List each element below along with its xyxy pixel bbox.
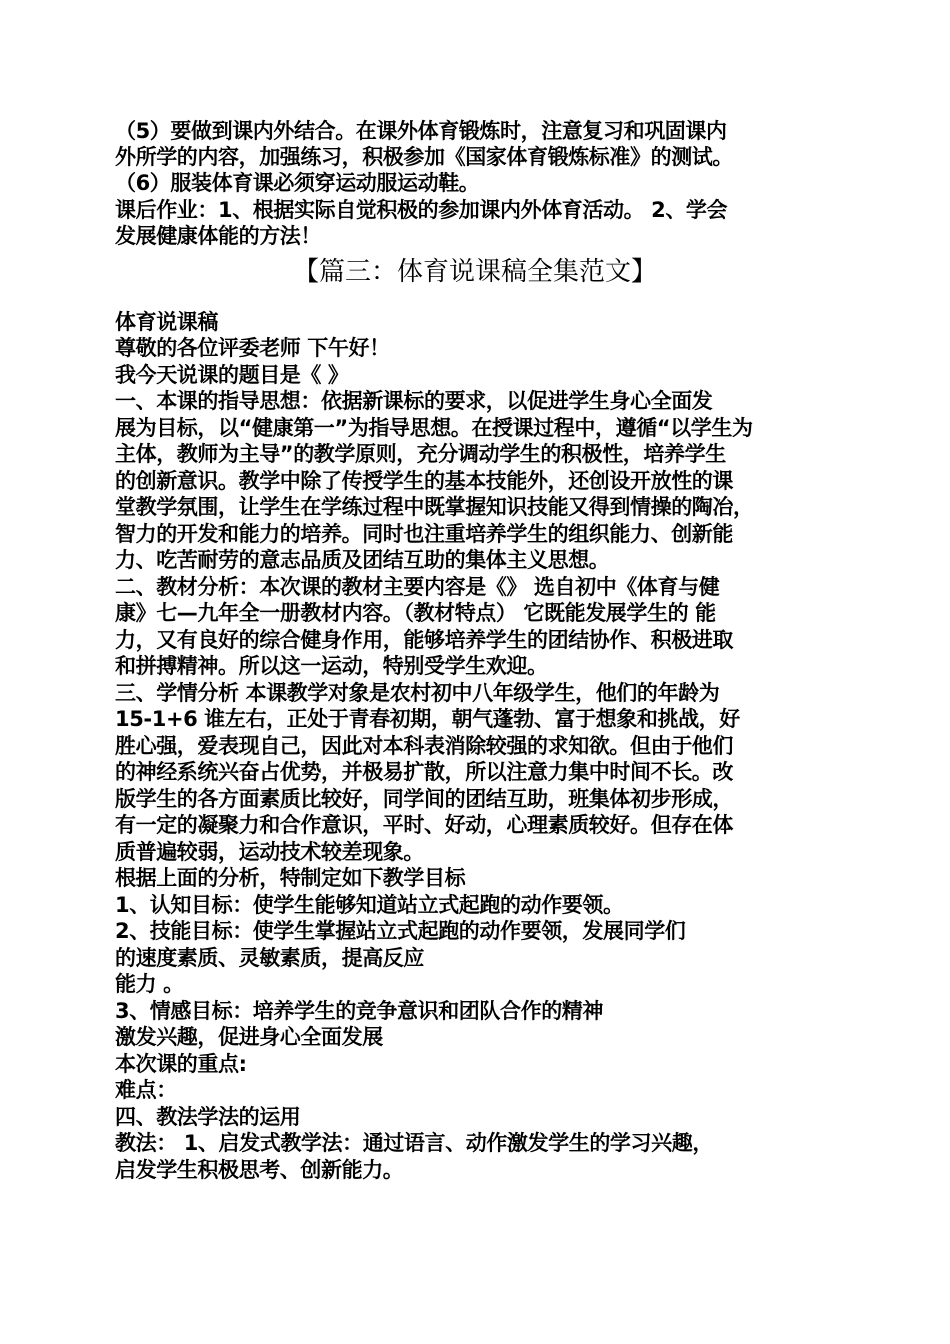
text-line: 四、教法学法的运用: [115, 1105, 301, 1129]
text-line: 康》七—九年全一册教材内容。（教材特点） 它既能发展学生的 能: [115, 601, 716, 625]
section-heading: 【篇三：体育说课稿全集范文】: [292, 257, 657, 287]
text-line: 力，又有良好的综合健身作用，能够培养学生的团结协作、积极进取: [115, 628, 733, 652]
text-line: 外所学的内容，加强练习，积极参加《国家体育锻炼标准》的测试。: [115, 145, 733, 169]
text-line: 智力的开发和能力的培养。同时也注重培养学生的组织能力、创新能: [115, 522, 733, 546]
text-line: 激发兴趣，促进身心全面发展: [115, 1025, 383, 1049]
text-line: 教法： 1、启发式教学法：通过语言、动作激发学生的学习兴趣，: [115, 1131, 713, 1155]
text-line: 和拼搏精神。所以这一运动，特别受学生欢迎。: [115, 654, 548, 678]
text-line: 尊敬的各位评委老师 下午好！: [115, 336, 390, 360]
text-line: 1、认知目标：使学生能够知道站立式起跑的动作要领。: [115, 893, 624, 917]
text-line: 根据上面的分析，特制定如下教学目标: [115, 866, 466, 890]
text-line: 三、学情分析 本课教学对象是农村初中八年级学生，他们的年龄为: [115, 681, 720, 705]
text-line: 版学生的各方面素质比较好，同学间的团结互助，班集体初步形成，: [115, 787, 733, 811]
text-line: 发展健康体能的方法！: [115, 224, 321, 248]
text-line: 的速度素质、灵敏素质，提高反应: [115, 946, 424, 970]
text-line: 胜心强，爱表现自己，因此对本科表消除较强的求知欲。但由于他们: [115, 734, 733, 758]
text-line: 的神经系统兴奋占优势，并极易扩散，所以注意力集中时间不长。改: [115, 760, 733, 784]
text-line: 启发学生积极思考、创新能力。: [115, 1158, 404, 1182]
text-line: 能力 。: [115, 972, 184, 996]
text-line: 质普遍较弱，运动技术较差现象。: [115, 840, 424, 864]
text-line: 难点：: [115, 1078, 177, 1102]
text-line: 有一定的凝聚力和合作意识，平时、好动，心理素质较好。但存在体: [115, 813, 733, 837]
text-line: （5）要做到课内外结合。在课外体育锻炼时，注意复习和巩固课内: [115, 119, 727, 143]
text-line: 主体，教师为主导”的教学原则，充分调动学生的积极性，培养学生: [115, 442, 726, 466]
text-line: 力、吃苦耐劳的意志品质及团结互助的集体主义思想。: [115, 548, 610, 572]
text-line: 体育说课稿: [115, 310, 218, 334]
text-line: （6）服装体育课必须穿运动服运动鞋。: [115, 171, 480, 195]
text-line: 15-1+6 谁左右，正处于青春初期，朝气蓬勃、富于想象和挑战，好: [115, 707, 740, 731]
text-line: 堂教学氛围，让学生在学练过程中既掌握知识技能又得到情操的陶冶，: [115, 495, 754, 519]
text-line: 展为目标，以“健康第一”为指导思想。在授课过程中，遵循“以学生为: [115, 416, 753, 440]
text-line: 课后作业：1、根据实际自觉积极的参加课内外体育活动。 2、学会: [115, 198, 728, 222]
text-line: 3、情感目标：培养学生的竞争意识和团队合作的精神: [115, 999, 604, 1023]
text-line: 本次课的重点:: [115, 1052, 247, 1076]
text-line: 的创新意识。教学中除了传授学生的基本技能外，还创设开放性的课: [115, 469, 733, 493]
text-line: 二、教材分析：本次课的教材主要内容是《》 选自初中《体育与健: [115, 575, 720, 599]
text-line: 我今天说课的题目是《 》: [115, 363, 349, 387]
text-line: 一、本课的指导思想：依据新课标的要求，以促进学生身心全面发: [115, 389, 713, 413]
text-line: 2、技能目标：使学生掌握站立式起跑的动作要领，发展同学们: [115, 919, 686, 943]
